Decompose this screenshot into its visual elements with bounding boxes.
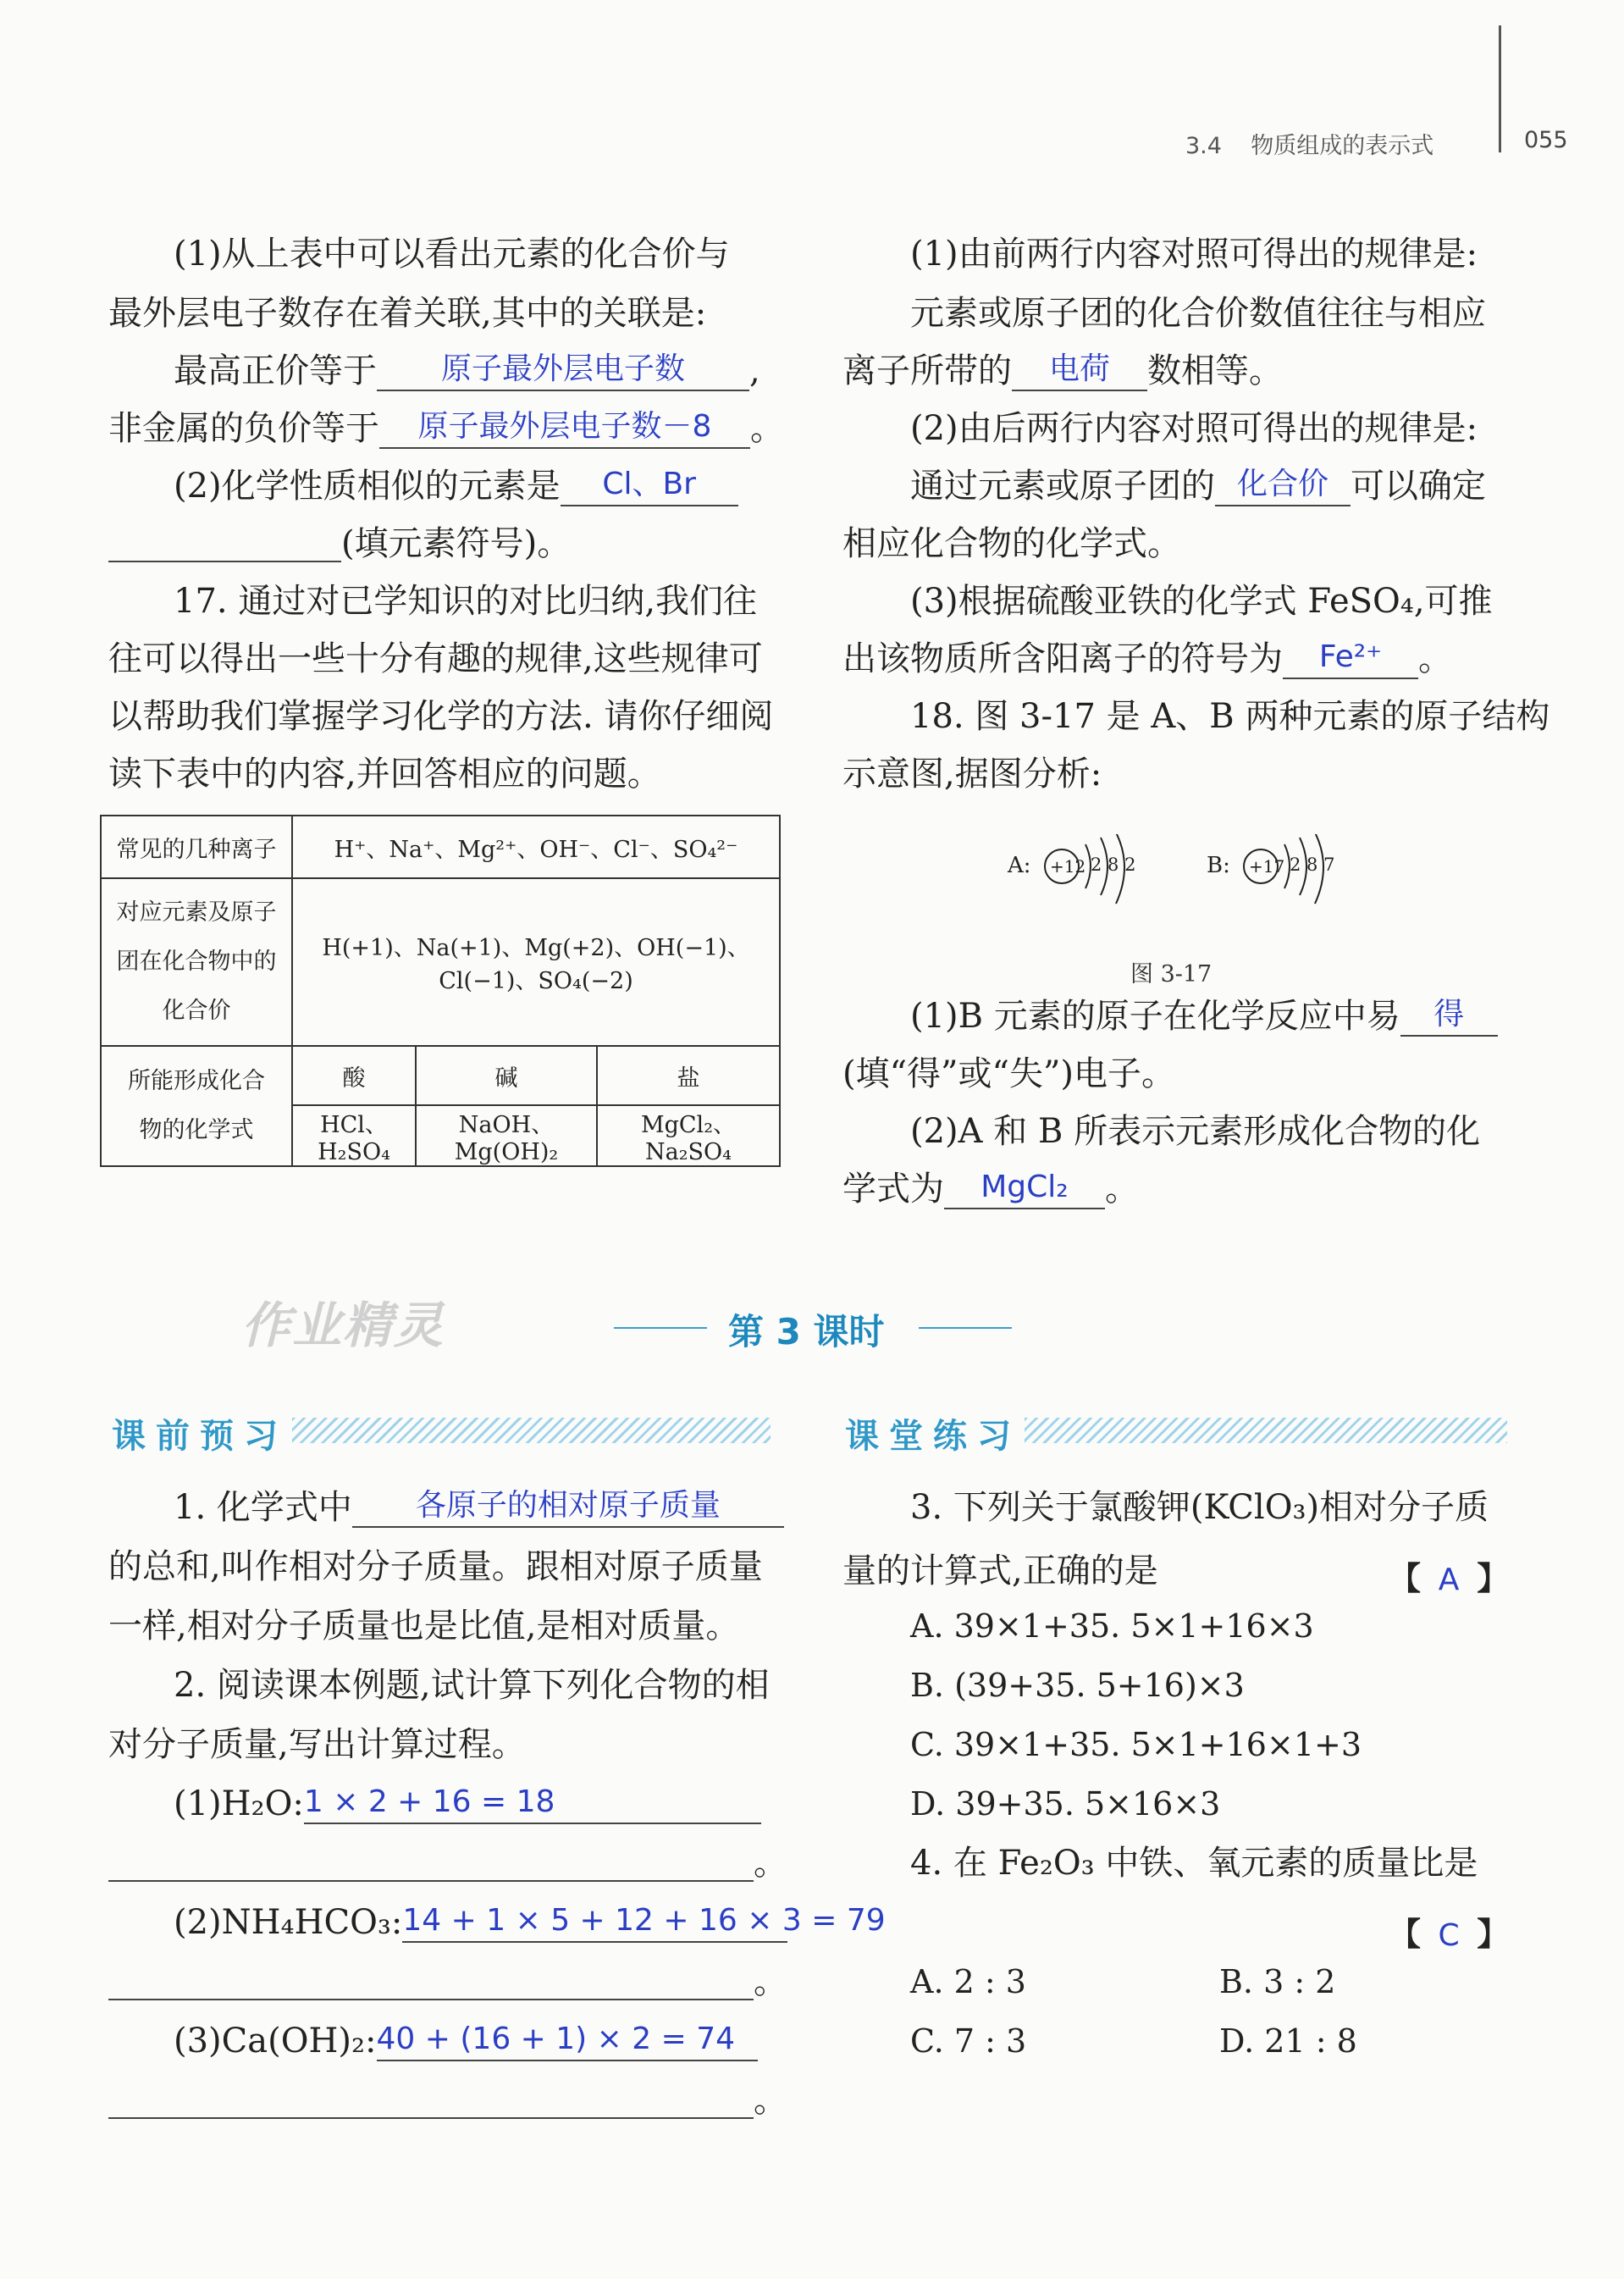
answer-text: Cl、Br xyxy=(602,467,696,501)
answer-blank[interactable] xyxy=(352,1488,784,1528)
option-a[interactable]: A. 2 : 3 xyxy=(910,1963,1026,2000)
answer-blank[interactable] xyxy=(108,2083,754,2119)
table-header-salt: 盐 xyxy=(597,1046,780,1105)
table-row-label: 对应元素及原子 团在化合物中的 化合价 xyxy=(101,878,292,1046)
left-q2-line-b: (填元素符号)。 xyxy=(108,527,571,562)
answer-text: Fe²⁺ xyxy=(1318,639,1383,674)
answer-blank[interactable] xyxy=(561,469,738,506)
right-s2-line-a: (2)A 和 B 所表示元素形成化合物的化 xyxy=(910,1112,1481,1151)
answer-text: 40 + (16 + 1) × 2 = 74 xyxy=(376,2022,736,2056)
answer-text: A xyxy=(1438,1563,1460,1597)
answer-blank[interactable] xyxy=(1012,351,1147,391)
practice-q4-line-a: 4. 在 Fe₂O₃ 中铁、氧元素的质量比是 xyxy=(910,1844,1478,1883)
practice-title: 课堂练习 xyxy=(845,1417,1021,1456)
practice-title-bar xyxy=(1025,1418,1507,1443)
answer-text: 1 × 2 + 16 = 18 xyxy=(303,1784,555,1819)
atom-b-label: B: xyxy=(1207,853,1230,878)
ion-valence-table xyxy=(100,815,781,1167)
table-header-acid: 酸 xyxy=(292,1046,416,1105)
atom-diagram-b xyxy=(1207,834,1359,919)
table-cell: MgCl₂、Na₂SO₄ xyxy=(597,1105,780,1166)
answer-blank[interactable] xyxy=(1400,999,1498,1037)
header-divider xyxy=(1499,25,1501,152)
preview-calc1-line2: 。 xyxy=(108,1846,787,1882)
right-p1-line-c: 离子所带的 电荷 数相等。 xyxy=(842,351,1283,390)
left-q17-line-c: 以帮助我们掌握学习化学的方法. 请你仔细阅 xyxy=(108,697,774,736)
table-row-label: 常见的几种离子 xyxy=(101,816,292,878)
answer-text: 原子最外层电子数 xyxy=(440,351,685,386)
lesson-title: 第 3 课时 xyxy=(728,1311,885,1352)
option-d[interactable]: D. 39+35. 5×16×3 xyxy=(910,1785,1221,1823)
left-q2-line-a: (2)化学性质相似的元素是 Cl、Br xyxy=(174,469,738,506)
lesson-deco-right xyxy=(919,1327,1012,1329)
practice-q4-answer-bracket: 【 C 】 xyxy=(1389,1915,1510,1953)
table-cell: HCl、H₂SO₄ xyxy=(292,1105,416,1166)
right-p2-line-a: (2)由后两行内容对照可得出的规律是: xyxy=(910,409,1478,448)
answer-text: 电荷 xyxy=(1048,351,1110,386)
option-d[interactable]: D. 21 : 8 xyxy=(1219,2022,1357,2060)
left-q17-line-b: 往可以得出一些十分有趣的规律,这些规律可 xyxy=(108,639,763,678)
left-q1-line-d: 非金属的负价等于 原子最外层电子数－8 。 xyxy=(108,409,784,448)
left-q17-line-a: 17. 通过对已学知识的对比归纳,我们往 xyxy=(174,582,758,621)
atom-diagram-a xyxy=(1008,834,1160,919)
answer-blank[interactable] xyxy=(108,527,341,562)
option-b[interactable]: B. (39+35. 5+16)×3 xyxy=(910,1667,1245,1704)
header-title: 物质组成的表示式 xyxy=(1251,133,1434,159)
right-s2-line-b: 学式为 MgCl₂ 。 xyxy=(842,1170,1139,1209)
table-cell: H⁺、Na⁺、Mg²⁺、OH⁻、Cl⁻、SO₄²⁻ xyxy=(292,816,780,878)
answer-text: MgCl₂ xyxy=(980,1170,1069,1204)
answer-blank[interactable] xyxy=(377,351,749,391)
atom-a-shells xyxy=(1041,834,1152,919)
answer-text: 14 + 1 × 5 + 12 + 16 × 3 = 79 xyxy=(402,1903,886,1938)
answer-blank[interactable] xyxy=(379,409,750,449)
watermark: 作业精灵 xyxy=(241,1297,445,1354)
table-row-label: 所能形成化合 物的化学式 xyxy=(101,1046,292,1166)
preview-title: 课前预习 xyxy=(112,1417,288,1456)
preview-calc3-line2: 。 xyxy=(108,2083,787,2119)
preview-calc2-line2: 。 xyxy=(108,1965,787,2000)
preview-calc3: (3)Ca(OH)₂:40 + (16 + 1) × 2 = 74 xyxy=(174,2024,758,2061)
left-q1-line-b: 最外层电子数存在着关联,其中的关联是: xyxy=(108,294,707,333)
answer-blank[interactable] xyxy=(108,1965,754,2000)
left-q17-line-d: 读下表中的内容,并回答相应的问题。 xyxy=(108,755,661,794)
atom-b-shells xyxy=(1240,834,1351,919)
right-p2-line-c: 相应化合物的化学式。 xyxy=(842,524,1181,563)
practice-q3-line-b: 量的计算式,正确的是 xyxy=(842,1552,1158,1590)
right-s1-line-a: (1)B 元素的原子在化学反应中易 得 xyxy=(910,999,1498,1037)
option-b[interactable]: B. 3 : 2 xyxy=(1219,1963,1336,2000)
right-p3-line-a: (3)根据硫酸亚铁的化学式 FeSO₄,可推 xyxy=(910,582,1493,621)
lesson-deco-left xyxy=(614,1327,707,1329)
figure-caption: 图 3-17 xyxy=(1130,961,1212,987)
right-s1-line-b: (填“得”或“失”)电子。 xyxy=(842,1054,1176,1093)
right-p3-line-b: 出该物质所含阳离子的符号为 Fe²⁺ 。 xyxy=(842,639,1452,678)
atom-b-core: +17 xyxy=(1249,856,1285,877)
answer-blank[interactable] xyxy=(377,2024,758,2061)
answer-text: C xyxy=(1438,1918,1460,1953)
preview-q1-line-b: 的总和,叫作相对分子质量。跟相对原子质量 xyxy=(108,1547,763,1586)
option-a[interactable]: A. 39×1+35. 5×1+16×3 xyxy=(910,1607,1314,1645)
answer-blank[interactable] xyxy=(1283,639,1418,679)
header-section: 3.4 xyxy=(1185,133,1222,159)
practice-q3-answer-bracket: 【 A 】 xyxy=(1389,1559,1510,1597)
right-p1-line-b: 元素或原子团的化合价数值往往与相应 xyxy=(910,294,1486,333)
preview-q1-line-c: 一样,相对分子质量也是比值,是相对质量。 xyxy=(108,1607,740,1646)
answer-blank[interactable] xyxy=(303,1784,761,1824)
answer-blank[interactable] xyxy=(1215,469,1351,506)
left-q1-line-c: 最高正价等于 原子最外层电子数 , xyxy=(174,351,760,390)
table-header-base: 碱 xyxy=(416,1046,597,1105)
left-q1-line-a: (1)从上表中可以看出元素的化合价与 xyxy=(174,235,730,274)
preview-title-bar xyxy=(292,1418,771,1443)
table-cell: H(+1)、Na(+1)、Mg(+2)、OH(−1)、Cl(−1)、SO₄(−2) xyxy=(292,878,780,1046)
right-q18-line-a: 18. 图 3-17 是 A、B 两种元素的原子结构 xyxy=(910,697,1550,736)
atom-a-label: A: xyxy=(1008,853,1031,878)
answer-text: 得 xyxy=(1433,997,1465,1032)
preview-q1-line-a: 1. 化学式中 各原子的相对原子质量 xyxy=(174,1491,784,1528)
page-number: 055 xyxy=(1524,127,1568,153)
preview-calc1: (1)H₂O:1 × 2 + 16 = 18 xyxy=(174,1787,761,1824)
running-header xyxy=(1185,127,1433,160)
atom-a-core: +12 xyxy=(1050,856,1086,877)
atom-a-shells-text: 2 8 2 xyxy=(1091,855,1136,875)
answer-text: 各原子的相对原子质量 xyxy=(415,1488,721,1523)
right-p1-line-a: (1)由前两行内容对照可得出的规律是: xyxy=(910,235,1478,274)
practice-q3-line-a: 3. 下列关于氯酸钾(KClO₃)相对分子质 xyxy=(910,1488,1489,1527)
answer-text: 化合价 xyxy=(1236,467,1328,501)
answer-blank[interactable] xyxy=(108,1846,754,1882)
answer-blank[interactable] xyxy=(944,1172,1105,1209)
answer-text: 原子最外层电子数－8 xyxy=(417,409,712,444)
table-cell: NaOH、Mg(OH)₂ xyxy=(416,1105,597,1166)
option-c[interactable]: C. 7 : 3 xyxy=(910,2022,1027,2060)
option-c[interactable]: C. 39×1+35. 5×1+16×1+3 xyxy=(910,1726,1362,1763)
preview-calc2: (2)NH₄HCO₃:14 + 1 × 5 + 12 + 16 × 3 = 79 xyxy=(174,1903,886,1942)
right-p2-line-b: 通过元素或原子团的 化合价 可以确定 xyxy=(910,467,1486,506)
atom-b-shells-text: 2 8 7 xyxy=(1290,855,1335,875)
preview-q2-line-b: 对分子质量,写出计算过程。 xyxy=(108,1725,526,1764)
right-q18-line-b: 示意图,据图分析: xyxy=(842,755,1102,794)
preview-q2-line-a: 2. 阅读课本例题,试计算下列化合物的相 xyxy=(174,1666,770,1705)
